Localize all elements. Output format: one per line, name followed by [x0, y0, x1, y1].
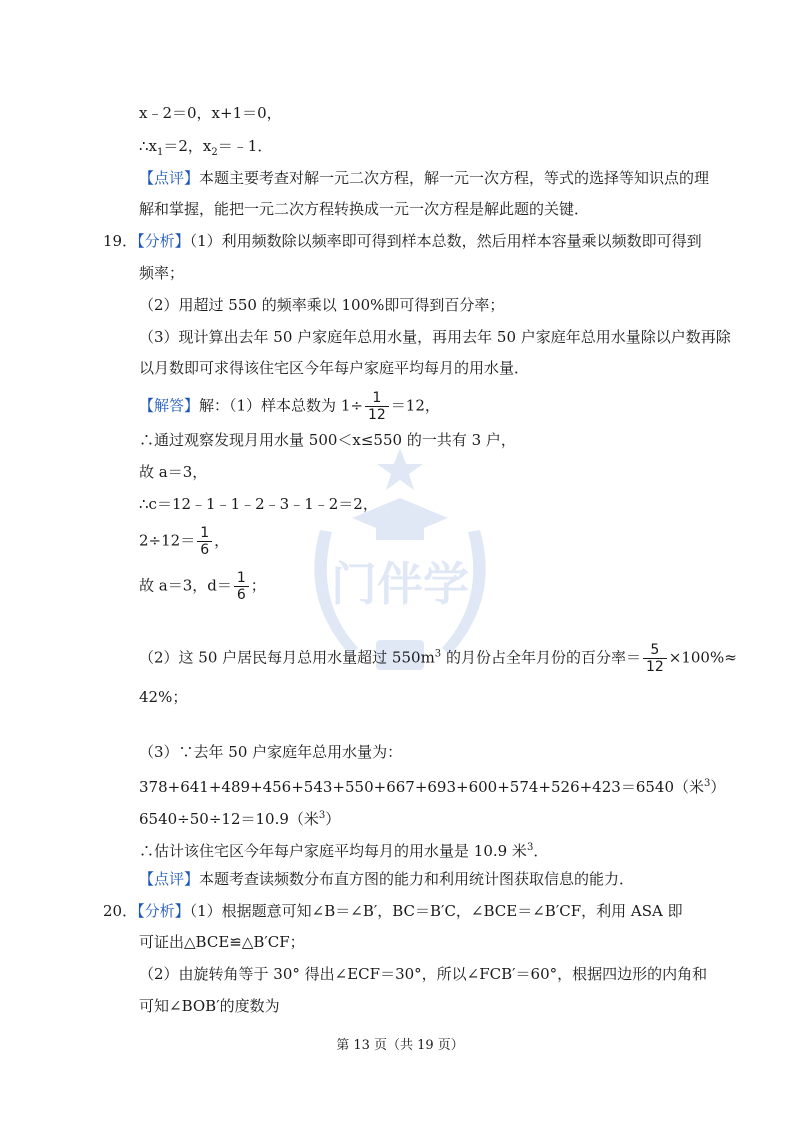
- fraction: [365, 390, 389, 423]
- answer-text: ×100%≈: [668, 648, 737, 667]
- comment-text-cont: 解和掌握，能把一元二次方程转换成一元一次方程是解此题的关键．: [139, 200, 590, 218]
- comment-line-2: [139, 199, 589, 219]
- comment-text: 本题主要考查对解一元二次方程，解一元一次方程，等式的选择等知识点的理: [199, 169, 710, 187]
- answer-text: 解：（1）样本总数为 1÷: [199, 396, 363, 415]
- answer-line-1: [139, 390, 440, 423]
- q20-analysis-line-3: [139, 964, 707, 984]
- answer-text: ＝12，: [390, 396, 440, 415]
- superscript: 3: [704, 778, 711, 789]
- q19-analysis-line-1: [103, 231, 702, 251]
- comment-tag: 【点评】: [139, 870, 200, 888]
- fraction-denominator: 6: [200, 542, 210, 558]
- superscript: 3: [526, 842, 534, 853]
- analysis-tag: 【分析】: [137, 232, 190, 250]
- solution-line: [139, 136, 272, 163]
- analysis-text: 可证出△BCE≌△B′CF；: [139, 933, 305, 951]
- answer-line-8: [139, 687, 187, 707]
- analysis-text: （1）根据题意可知∠B＝∠B′，BC＝B′C，∠BCE＝∠B′CF，利用 ASA 即: [189, 902, 683, 920]
- question-number-19: 19．: [103, 232, 138, 250]
- fraction-denominator: 12: [367, 407, 386, 423]
- answer-line-11: [139, 806, 340, 829]
- analysis-text: （2）用超过 550 的频率乘以 100%即可得到百分率；: [139, 296, 505, 314]
- q19-analysis-line-5: [139, 358, 529, 378]
- question-number-20: 20．: [103, 902, 138, 920]
- solution-text-b: ＝2，x: [163, 137, 212, 155]
- answer-text: ∴c＝12﹣1﹣1﹣2﹣3﹣1﹣2＝2，: [139, 495, 378, 513]
- comment-tag: 【点评】: [139, 169, 200, 187]
- comment-line-1: [139, 168, 709, 188]
- analysis-text: （3）现计算出去年 50 户家庭年总用水量，再用去年 50 户家庭年总用水量除以户数再除: [139, 328, 731, 346]
- fraction-denominator: 12: [645, 659, 664, 675]
- q19-comment-line: [139, 869, 634, 889]
- equation-line: [139, 103, 282, 123]
- analysis-text: （1）利用频数除以频率即可得到样本总数，然后用样本容量乘以频数即可得到: [189, 232, 702, 250]
- answer-line-5: [139, 525, 229, 558]
- answer-line-10: [139, 774, 725, 797]
- answer-text: （3）∵去年 50 户家庭年总用水量为：: [139, 743, 403, 761]
- q19-analysis-line-4: [139, 327, 731, 347]
- superscript: 3: [318, 810, 326, 821]
- answer-text: ∴估计该住宅区今年每户家庭平均每月的用水量是 10.9 米: [139, 842, 527, 860]
- answer-text: 42%；: [139, 688, 188, 706]
- answer-line-12: [139, 838, 548, 861]
- answer-line-7: [139, 642, 737, 675]
- solution-text-a: ∴x: [139, 137, 158, 155]
- answer-text: ）: [710, 778, 726, 796]
- answer-line-9: [139, 742, 402, 762]
- subscript-1: 1: [157, 147, 164, 158]
- answer-text: ∴通过观察发现月用水量 500＜x≤550 的一共有 3 户，: [139, 431, 516, 449]
- fraction-numerator: 5: [643, 642, 667, 659]
- analysis-text: 可知∠BOB′的度数为: [139, 997, 280, 1015]
- answer-text: ．: [533, 842, 549, 860]
- page-footer: 第 13 页（共 19 页）: [336, 1038, 464, 1053]
- q19-analysis-line-3: [139, 295, 504, 315]
- answer-text: 的月份占全年月份的百分率＝: [441, 648, 641, 667]
- solution-text-c: ＝﹣1．: [217, 137, 273, 155]
- analysis-text: 频率；: [139, 264, 185, 282]
- answer-text: ）: [325, 810, 341, 828]
- answer-text: ；: [250, 576, 266, 595]
- fraction-numerator: 1: [197, 525, 212, 542]
- answer-line-3: [139, 462, 207, 482]
- equation-text: x﹣2＝0，x+1＝0，: [139, 104, 282, 122]
- fraction-numerator: 1: [365, 390, 389, 407]
- fraction: [197, 525, 212, 558]
- analysis-text: （2）由旋转角等于 30° 得出∠ECF＝30°，所以∠FCB′＝60°，根据四边形的内角和: [139, 965, 708, 983]
- q20-analysis-line-1: [103, 901, 683, 921]
- q20-analysis-line-2: [139, 932, 305, 952]
- fraction: [643, 642, 667, 675]
- answer-line-2: [139, 430, 516, 450]
- comment-text: 本题考查读频数分布直方图的能力和利用统计图获取信息的能力．: [199, 870, 635, 888]
- subscript-2: 2: [211, 147, 218, 158]
- answer-text: （2）这 50 户居民每月总用水量超过 550m: [139, 648, 435, 667]
- fraction: [234, 570, 249, 603]
- analysis-text: 以月数即可求得该住宅区今年每户家庭平均每月的用水量．: [139, 359, 530, 377]
- answer-tag: 【解答】: [139, 396, 200, 415]
- fraction-numerator: 1: [234, 570, 249, 587]
- answer-line-4: [139, 494, 378, 514]
- watermark-brand-text: 门伴学: [331, 557, 469, 611]
- fraction-denominator: 6: [236, 587, 246, 603]
- answer-text: 378+641+489+456+543+550+667+693+600+574+526+423＝6540（米: [139, 778, 704, 796]
- answer-text: 故 a＝3，: [139, 463, 208, 481]
- answer-text: 2÷12＝: [139, 531, 196, 550]
- superscript: 3: [434, 648, 442, 660]
- answer-line-6: [139, 570, 266, 603]
- q20-analysis-line-4: [139, 996, 280, 1016]
- q19-analysis-line-2: [139, 263, 184, 283]
- analysis-tag: 【分析】: [137, 902, 190, 920]
- answer-text: 6540÷50÷12＝10.9（米: [139, 810, 319, 828]
- answer-text: 故 a＝3，d＝: [139, 576, 232, 595]
- answer-text: ，: [214, 531, 230, 550]
